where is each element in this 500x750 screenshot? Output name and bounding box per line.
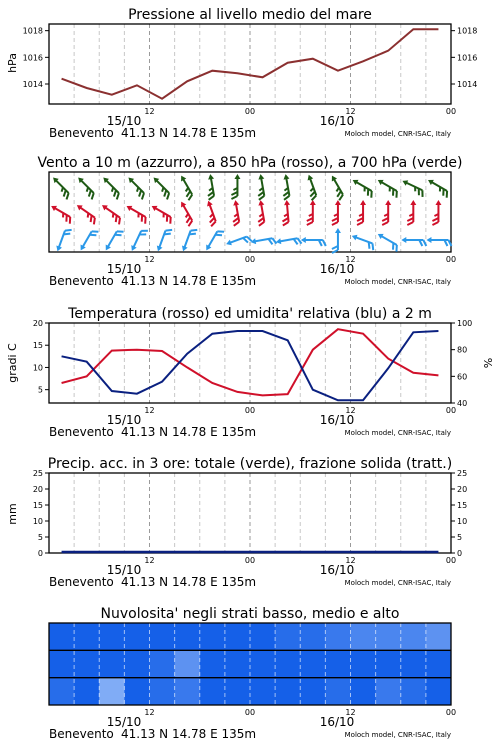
cloud-cell xyxy=(99,678,125,705)
hour-tick-label: 00 xyxy=(244,107,256,116)
cloud-cell xyxy=(426,678,452,705)
wind-barb xyxy=(382,200,391,225)
barb-feather xyxy=(423,240,426,246)
footer-credit: Moloch model, CNR-ISAC, Italy xyxy=(344,579,451,587)
barb-head xyxy=(306,174,313,181)
pressure-panel xyxy=(6,7,477,104)
hour-tick-label: 00 xyxy=(445,107,457,116)
wind-barb xyxy=(49,175,73,199)
barb-feather xyxy=(217,229,224,235)
cloud-cell xyxy=(376,678,402,705)
footer-coords: 41.13 N 14.78 E 135m xyxy=(121,727,257,741)
wind-barb xyxy=(301,237,326,246)
cloud-cell xyxy=(175,623,201,650)
date-label: 16/10 xyxy=(319,114,355,128)
cloud-cell xyxy=(74,678,100,705)
y-tick-label: 15 xyxy=(32,341,43,351)
y-tick-label: 0 xyxy=(37,549,43,558)
cloud-cell xyxy=(225,623,251,650)
footer-credit: Moloch model, CNR-ISAC, Italy xyxy=(344,130,451,138)
barb-head xyxy=(50,203,57,211)
footer-coords: 41.13 N 14.78 E 135m xyxy=(121,126,257,140)
barb-feather xyxy=(141,228,148,233)
wind-barb xyxy=(432,200,441,225)
wind-barb xyxy=(99,203,125,225)
wind-barb xyxy=(231,174,240,199)
y-tick-label: 20 xyxy=(32,485,43,494)
barb-feather xyxy=(323,240,326,246)
hour-tick-label: 12 xyxy=(144,708,155,717)
date-label: 16/10 xyxy=(319,563,355,577)
hour-tick-label: 12 xyxy=(144,556,155,565)
wind-barb xyxy=(180,227,197,254)
cloud-cell xyxy=(275,623,301,650)
barb-feather xyxy=(307,222,313,225)
hour-tick-label: 00 xyxy=(244,708,256,717)
barb-head xyxy=(385,200,391,205)
barb-feather xyxy=(272,238,276,244)
barb-head xyxy=(180,246,187,253)
hour-tick-label: 00 xyxy=(445,556,457,565)
precip-title: Precip. acc. in 3 ore: totale (verde), frazione solida (tratt.) xyxy=(47,456,453,472)
cloud-cell xyxy=(74,623,100,650)
wind-title: Vento a 10 m (azzurro), a 850 hPa (rosso), a 700 hPa (verde) xyxy=(37,155,463,171)
cloud-cell xyxy=(74,650,100,677)
wind-barb xyxy=(332,200,341,225)
hour-tick-label: 00 xyxy=(445,406,457,415)
barb-head xyxy=(205,200,212,207)
barb-feather xyxy=(394,245,400,252)
barb-head xyxy=(179,200,187,207)
barb-head xyxy=(283,174,290,180)
wind-barb xyxy=(275,235,301,248)
barb-head xyxy=(258,174,265,180)
barb-feather xyxy=(258,196,264,200)
wind-barb xyxy=(250,235,276,248)
wind-barb xyxy=(327,174,347,200)
wind-barb xyxy=(176,200,196,226)
y-tick-label: 10 xyxy=(32,517,43,526)
cloud-cell xyxy=(200,650,226,677)
cloud-cell xyxy=(49,678,75,705)
barb-feather xyxy=(65,228,72,233)
date-label: 16/10 xyxy=(319,715,355,729)
cloud-cell xyxy=(351,623,377,650)
wind-barb xyxy=(78,227,98,253)
hour-tick-label: 00 xyxy=(445,708,457,717)
cloud-cell xyxy=(275,678,301,705)
y-tick-label: 1016 xyxy=(22,53,43,63)
barb-head xyxy=(329,174,337,181)
y-tick-label-right: 1016 xyxy=(457,53,478,63)
y-tick-label-right: 1014 xyxy=(457,80,478,89)
y-tick-label: 5 xyxy=(37,533,43,542)
cloud-cell xyxy=(175,678,201,705)
cloud-cell xyxy=(175,650,201,677)
wind-barb xyxy=(149,203,175,223)
barb-head xyxy=(376,177,383,185)
wind-barb xyxy=(129,227,148,253)
barb-feather xyxy=(432,222,438,225)
wind-barb xyxy=(303,174,320,201)
cloud-cell xyxy=(225,678,251,705)
cloud-cell xyxy=(325,650,351,677)
barb-feather xyxy=(258,222,264,226)
barb-head xyxy=(310,200,316,205)
footer-station: Benevento xyxy=(49,425,114,439)
wind-barb xyxy=(425,177,451,197)
cloud-cell xyxy=(124,678,150,705)
hour-tick-label: 12 xyxy=(144,255,155,264)
wind-barb xyxy=(357,200,366,225)
y-tick-label-right: 10 xyxy=(457,517,468,526)
precip-ylabel: mm xyxy=(6,503,19,525)
cloud-cell xyxy=(49,623,75,650)
cloud-cell xyxy=(351,678,377,705)
barb-feather xyxy=(91,218,97,225)
wind-barb xyxy=(48,203,74,223)
pressure-title: Pressione al livello medio del mare xyxy=(128,7,372,23)
cloud-cell xyxy=(250,678,276,705)
barb-head xyxy=(103,245,111,252)
cloud-cell xyxy=(124,650,150,677)
barb-head xyxy=(150,203,157,211)
barb-feather xyxy=(143,217,149,224)
footer-coords: 41.13 N 14.78 E 135m xyxy=(121,274,257,288)
barb-head xyxy=(179,174,187,181)
wind-barb xyxy=(255,174,268,200)
cloud-cell xyxy=(300,650,326,677)
cloud-cell xyxy=(200,623,226,650)
hour-tick-label: 12 xyxy=(345,255,356,264)
footer-credit: Moloch model, CNR-ISAC, Italy xyxy=(344,731,451,739)
cloud-cell xyxy=(300,623,326,650)
barb-head xyxy=(435,200,441,205)
wind-barb xyxy=(375,231,401,251)
footer-station: Benevento xyxy=(49,727,114,741)
y-tick-label: 1014 xyxy=(22,80,43,89)
barb-feather xyxy=(382,222,388,225)
barb-head xyxy=(234,174,240,179)
wind-barb xyxy=(74,175,98,199)
temperature-ylabel: gradi C xyxy=(6,343,19,383)
barb-feather xyxy=(67,217,73,224)
barb-feather xyxy=(231,196,237,199)
cloud-cell xyxy=(150,678,176,705)
date-label: 16/10 xyxy=(319,262,355,276)
date-label: 16/10 xyxy=(319,413,355,427)
wind-barb xyxy=(426,237,451,246)
barb-head xyxy=(275,238,281,245)
date-label: 15/10 xyxy=(106,262,142,276)
barb-head xyxy=(78,245,86,252)
pressure-ylabel: hPa xyxy=(6,53,19,73)
barb-head xyxy=(426,237,431,243)
humidity-ylabel: % xyxy=(482,357,495,369)
y-tick-label-right: 15 xyxy=(457,501,468,510)
hour-tick-label: 00 xyxy=(445,255,457,264)
wind-barb xyxy=(124,203,150,223)
temperature-panel xyxy=(6,306,495,408)
cloud-panel xyxy=(49,606,452,705)
barb-head xyxy=(258,200,265,206)
footer-station: Benevento xyxy=(49,575,114,589)
cloud-cell xyxy=(250,623,276,650)
barb-feather xyxy=(420,190,425,197)
footer-credit: Moloch model, CNR-ISAC, Italy xyxy=(344,429,451,437)
wind-barb xyxy=(307,200,316,225)
hour-tick-label: 12 xyxy=(345,708,356,717)
y-tick-label-right: 80 xyxy=(457,345,468,355)
wind-barb xyxy=(124,175,148,199)
cloud-cell xyxy=(49,650,75,677)
wind-barb xyxy=(73,203,99,225)
hour-tick-label: 12 xyxy=(345,107,356,116)
cloud-cell xyxy=(200,678,226,705)
date-label: 15/10 xyxy=(106,114,142,128)
wind-barb xyxy=(401,237,426,246)
barb-feather xyxy=(357,222,363,225)
y-tick-label-right: 0 xyxy=(457,549,463,558)
hour-tick-label: 12 xyxy=(144,406,155,415)
date-label: 15/10 xyxy=(106,413,142,427)
barb-feather xyxy=(165,228,172,233)
barb-feather xyxy=(233,222,239,226)
wind-barb xyxy=(55,227,72,254)
y-tick-label: 1018 xyxy=(22,26,43,36)
y-tick-label: 15 xyxy=(32,501,43,510)
wind-barb xyxy=(103,227,123,253)
cloud-cell xyxy=(401,623,427,650)
wind-barb xyxy=(225,233,252,250)
barb-head xyxy=(204,245,212,252)
wind-barb xyxy=(280,174,293,200)
y-tick-label: 5 xyxy=(37,385,43,395)
barb-feather xyxy=(284,196,290,200)
y-tick-label-right: 60 xyxy=(457,372,468,382)
hour-tick-label: 12 xyxy=(345,406,356,415)
hour-tick-label: 12 xyxy=(345,556,356,565)
wind-panel xyxy=(37,155,462,253)
wind-barb xyxy=(155,227,172,254)
cloud-cell xyxy=(426,650,452,677)
cloud-cell xyxy=(376,650,402,677)
cloud-cell xyxy=(275,650,301,677)
wind-barb xyxy=(407,200,416,225)
cloud-cell xyxy=(250,650,276,677)
y-tick-label: 25 xyxy=(32,469,43,478)
barb-head xyxy=(335,228,341,233)
barb-head xyxy=(401,237,406,243)
cloud-cell xyxy=(124,623,150,650)
barb-feather xyxy=(208,196,214,200)
wind-barb xyxy=(400,178,426,197)
pressure-frame xyxy=(49,24,451,104)
barb-head xyxy=(351,177,358,185)
barb-head xyxy=(207,174,214,180)
footer-coords: 41.13 N 14.78 E 135m xyxy=(121,575,257,589)
y-tick-label-right: 20 xyxy=(457,485,468,494)
wind-barb xyxy=(350,233,377,250)
barb-feather xyxy=(444,191,450,198)
barb-feather xyxy=(298,238,302,244)
barb-head xyxy=(55,246,62,253)
wind-barb xyxy=(281,200,292,226)
barb-feather xyxy=(168,217,174,224)
wind-barb xyxy=(176,174,196,200)
barb-head xyxy=(232,200,239,206)
hour-tick-label: 00 xyxy=(244,556,256,565)
barb-head xyxy=(225,240,232,247)
wind-barb xyxy=(229,200,242,226)
barb-head xyxy=(155,246,162,253)
y-tick-label-right: 5 xyxy=(457,533,463,542)
wind-barb xyxy=(350,177,376,197)
barb-head xyxy=(401,178,408,186)
barb-feather xyxy=(394,191,400,198)
cloud-cell xyxy=(225,650,251,677)
y-tick-label-right: 40 xyxy=(457,399,468,408)
footer-station: Benevento xyxy=(49,126,114,140)
barb-feather xyxy=(370,243,375,250)
cloud-cell xyxy=(325,623,351,650)
cloud-cell xyxy=(426,623,452,650)
cloud-cell xyxy=(99,623,125,650)
y-tick-label-right: 100 xyxy=(457,319,473,328)
barb-feather xyxy=(332,222,338,225)
barb-head xyxy=(376,231,383,239)
cloud-cell xyxy=(401,650,427,677)
barb-head xyxy=(410,200,416,205)
barb-feather xyxy=(369,191,375,198)
temperature-title: Temperatura (rosso) ed umidita' relativa (blu) a 2 m xyxy=(68,306,432,322)
cloud-cell xyxy=(351,650,377,677)
precip-panel xyxy=(6,456,467,558)
wind-barb xyxy=(149,175,173,199)
barb-feather xyxy=(92,229,99,235)
barb-feather xyxy=(283,222,289,226)
wind-barb xyxy=(99,175,123,199)
y-tick-label-right: 25 xyxy=(457,469,468,478)
barb-feather xyxy=(407,222,413,225)
y-tick-label: 10 xyxy=(32,363,43,373)
y-tick-label: 20 xyxy=(32,319,43,328)
wind-barb xyxy=(332,228,341,253)
footer-station: Benevento xyxy=(49,274,114,288)
barb-head xyxy=(351,233,358,240)
wind-barb xyxy=(204,174,217,200)
cloud-title: Nuvolosita' negli strati basso, medio e alto xyxy=(100,606,400,622)
cloud-cell xyxy=(150,650,176,677)
hour-tick-label: 00 xyxy=(244,406,256,415)
barb-head xyxy=(427,177,434,185)
y-tick-label-right: 1018 xyxy=(457,26,478,36)
wind-barb xyxy=(204,227,224,253)
cloud-cell xyxy=(300,678,326,705)
hour-tick-label: 00 xyxy=(244,255,256,264)
cloud-cell xyxy=(401,678,427,705)
cloud-cell xyxy=(376,623,402,650)
footer-credit: Moloch model, CNR-ISAC, Italy xyxy=(344,278,451,286)
wind-barb xyxy=(203,200,220,227)
date-label: 15/10 xyxy=(106,563,142,577)
cloud-cell xyxy=(325,678,351,705)
cloud-cell xyxy=(150,623,176,650)
footer-coords: 41.13 N 14.78 E 135m xyxy=(121,425,257,439)
hour-tick-label: 12 xyxy=(144,107,155,116)
barb-head xyxy=(125,203,132,211)
wind-barb xyxy=(255,200,268,226)
date-label: 15/10 xyxy=(106,715,142,729)
barb-feather xyxy=(191,228,198,233)
barb-feather xyxy=(117,218,123,225)
precip-frame xyxy=(49,473,451,553)
barb-feather xyxy=(117,229,124,235)
cloud-cell xyxy=(99,650,125,677)
wind-barb xyxy=(375,177,401,197)
barb-head xyxy=(360,200,366,205)
barb-head xyxy=(129,245,137,252)
